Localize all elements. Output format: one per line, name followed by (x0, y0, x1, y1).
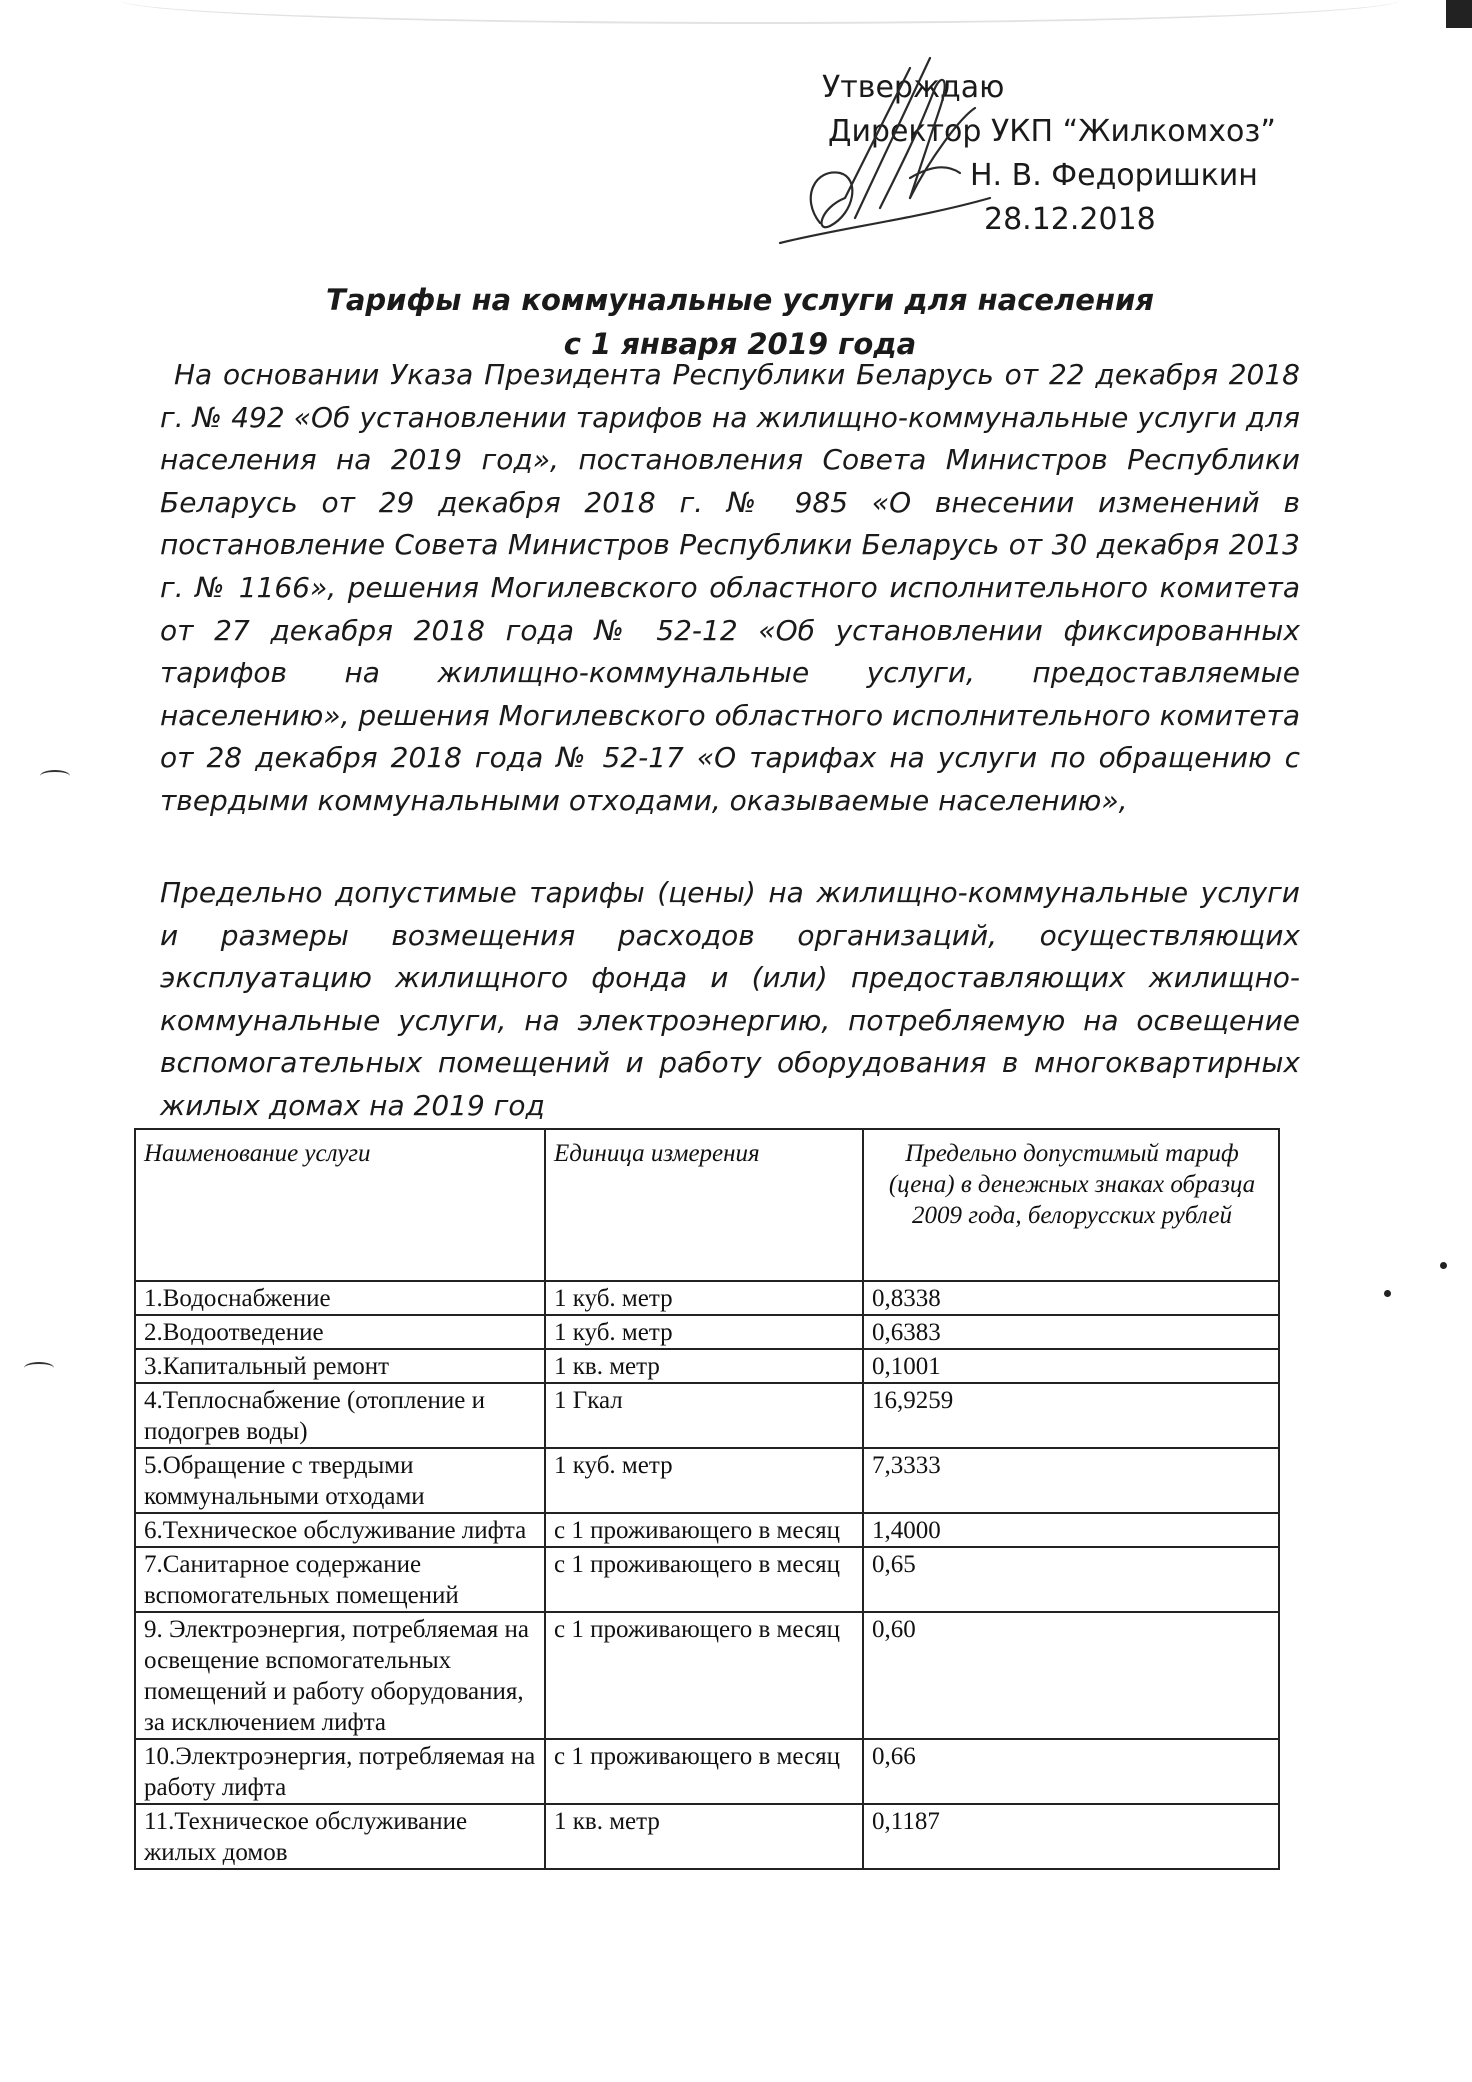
unit-cell: 1 куб. метр (545, 1315, 863, 1349)
header-tariff: Предельно допустимый тариф (цена) в денежных знаках образца 2009 года, белорусских рублей (863, 1129, 1279, 1281)
service-name: 3.Капитальный ремонт (135, 1349, 545, 1383)
tariff-table (134, 1128, 1280, 1870)
table-row (135, 1739, 1279, 1804)
approval-date: 28.12.2018 (984, 202, 1156, 237)
service-name: 1.Водоснабжение (135, 1281, 545, 1315)
scan-top-edge (120, 0, 1400, 24)
legal-basis-paragraph: На основании Указа Президента Республики Беларусь от 22 декабря 2018 г. № 492 «Об установлении тарифов на жилищно-коммунальные услуги для населения на 2019 год», постановления Совета Министров Республики Беларусь от 29 декабря 2018 г. № 985 «О внесении изменений в постановление Совета Министров Республики Беларусь от 30 декабря 2013 г. № 1166», решения Могилевского областного исполнительного комитета от 27 декабря 2018 года № 52-12 «Об установлении фиксированных тарифов на жилищно-коммунальные услуги, предоставляемые населению», решения Могилевского областного исполнительного комитета от 28 декабря 2018 года № 52-17 «О тарифах на услуги по обращению с твердыми коммунальными отходами, оказываемые населению», (160, 358, 1300, 817)
table-row (135, 1547, 1279, 1612)
table-row (135, 1383, 1279, 1448)
scan-dot (1384, 1290, 1391, 1297)
tariff-cell: 1,4000 (863, 1513, 1279, 1547)
scan-mark (40, 770, 70, 782)
tariff-cell: 0,1001 (863, 1349, 1279, 1383)
unit-cell: с 1 проживающего в месяц (545, 1513, 863, 1547)
scan-dot (1440, 1262, 1447, 1269)
tariff-cell: 0,60 (863, 1612, 1279, 1739)
unit-cell: с 1 проживающего в месяц (545, 1739, 863, 1804)
table-introduction-paragraph: Предельно допустимые тарифы (цены) на жилищно-коммунальные услуги и размеры возмещения расходов организаций, осуществляющих эксплуатацию жилищного фонда и (или) предоставляющих жилищно-коммунальные услуги, на электроэнергию, потребляемую на освещение вспомогательных помещений и работу оборудования в многоквартирных жилых домах на 2019 год (160, 876, 1300, 1122)
service-name: 9. Электроэнергия, потребляемая на освещение вспомогательных помещений и работу оборудования, за исключением лифта (135, 1612, 545, 1739)
service-name: 2.Водоотведение (135, 1315, 545, 1349)
handwritten-signature (760, 48, 1060, 258)
table-row (135, 1448, 1279, 1513)
title-line-1: Тарифы на коммунальные услуги для населения (326, 283, 1154, 317)
tariff-cell: 16,9259 (863, 1383, 1279, 1448)
header-service: Наименование услуги (135, 1129, 545, 1281)
service-name: 10.Электроэнергия, потребляемая на работу лифта (135, 1739, 545, 1804)
approver-position: Директор УКП “Жилкомхоз” (828, 114, 1276, 149)
service-name: 11.Техническое обслуживание жилых домов (135, 1804, 545, 1869)
tariff-cell: 7,3333 (863, 1448, 1279, 1513)
service-name: 6.Техническое обслуживание лифта (135, 1513, 545, 1547)
document-title (260, 278, 1220, 366)
tariff-cell: 0,66 (863, 1739, 1279, 1804)
tariff-cell: 0,65 (863, 1547, 1279, 1612)
table-row (135, 1349, 1279, 1383)
title-line-2: с 1 января 2019 года (563, 327, 917, 361)
table-row (135, 1315, 1279, 1349)
table-header-row (135, 1129, 1279, 1281)
tariff-cell: 0,8338 (863, 1281, 1279, 1315)
approval-label: Утверждаю (822, 70, 1005, 105)
service-name: 7.Санитарное содержание вспомогательных помещений (135, 1547, 545, 1612)
unit-cell: 1 куб. метр (545, 1448, 863, 1513)
table-row (135, 1281, 1279, 1315)
unit-cell: 1 кв. метр (545, 1349, 863, 1383)
tariff-cell: 0,6383 (863, 1315, 1279, 1349)
header-unit: Единица измерения (545, 1129, 863, 1281)
table-row (135, 1513, 1279, 1547)
table-row (135, 1804, 1279, 1869)
unit-cell: 1 Гкал (545, 1383, 863, 1448)
unit-cell: 1 куб. метр (545, 1281, 863, 1315)
tariff-cell: 0,1187 (863, 1804, 1279, 1869)
scan-corner-mark (1446, 0, 1472, 28)
unit-cell: 1 кв. метр (545, 1804, 863, 1869)
table-row (135, 1612, 1279, 1739)
service-name: 4.Теплоснабжение (отопление и подогрев воды) (135, 1383, 545, 1448)
unit-cell: с 1 проживающего в месяц (545, 1547, 863, 1612)
unit-cell: с 1 проживающего в месяц (545, 1612, 863, 1739)
service-name: 5.Обращение с твердыми коммунальными отходами (135, 1448, 545, 1513)
approver-name: Н. В. Федоришкин (970, 158, 1258, 193)
scan-mark (24, 1362, 54, 1374)
